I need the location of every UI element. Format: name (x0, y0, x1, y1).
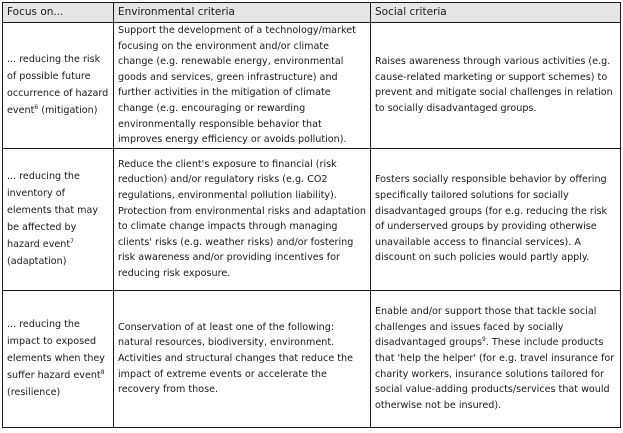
environmental-cell-resilience: Conservation of at least one of the following: natural resources, biodiversity, environment. Activities and structural changes that reduce the impact of extreme events or accelerate the recovery from those. (114, 290, 371, 427)
focus-category: (adaptation) (7, 256, 67, 268)
header-row (3, 3, 621, 23)
focus-cell-mitigation (3, 23, 114, 149)
focus-category: (mitigation) (38, 105, 98, 117)
focus-text: ... reducing the impact to exposed elements when they suffer hazard event (7, 319, 105, 382)
footnote-ref: 6 (34, 104, 39, 112)
table-row-adaptation (3, 148, 621, 290)
focus-cell-resilience (3, 290, 114, 427)
table-row-resilience (3, 290, 621, 427)
environmental-cell-adaptation (114, 148, 371, 290)
criteria-table (2, 2, 621, 428)
social-cell-adaptation: Fosters socially responsible behavior by offering specifically tailored solutions for socially disadvantaged groups (for e.g. reducing the risk of underserved groups by providing otherwise unavailable access to financial services). A discount on such policies would partly apply. (371, 148, 621, 290)
footnote-ref: 9 (482, 336, 486, 344)
header-social: Social criteria (371, 3, 621, 23)
social-text: . These include products that 'help the helper' (for e.g. travel insurance for charity workers, insurance solutions tailored for social value-adding products/services that would otherwise not be insured). (375, 337, 615, 411)
header-environmental: Environmental criteria (114, 3, 371, 23)
table-row-mitigation (3, 23, 621, 149)
focus-text: ... reducing the risk of possible future occurrence of hazard event (7, 54, 109, 117)
header-focus: Focus on... (3, 3, 114, 23)
social-cell-mitigation: Raises awareness through various activities (e.g. cause-related marketing or support schemes) to prevent and mitigate social challenges in relation to socially disadvantaged groups. (371, 23, 621, 149)
footnote-ref: 8 (100, 369, 105, 377)
environmental-cell-mitigation: Support the development of a technology/market focusing on the environment and/or climate change (e.g. renewable energy, environmental goods and services, green infrastructure) and further activities in the mitigation of climate change (e.g. encouraging or rewarding environmentally responsible behavior that improves energy efficiency or avoids pollution). (114, 23, 371, 149)
social-cell-resilience (371, 290, 621, 427)
focus-cell-adaptation (3, 148, 114, 290)
social-text: Enable and/or support those that tackle social challenges and issues faced by socially disadvantaged groups (375, 306, 597, 349)
environmental-paragraph: Protection from environmental risks and adaptation to climate change impacts through managing clients' risks (e.g. weather risks) and/or fostering risk awareness and/or providing incentives for reducing risk exposure. (118, 205, 366, 280)
footnote-ref: 7 (70, 238, 74, 246)
environmental-paragraph: Reduce the client's exposure to financial (risk reduction) and/or regulatory risks (e.g. CO2 regulations, environmental pollution liability). (118, 158, 337, 202)
focus-text: ... reducing the inventory of elements that may be affected by hazard event (7, 171, 99, 251)
focus-category: (resilience) (7, 387, 61, 399)
